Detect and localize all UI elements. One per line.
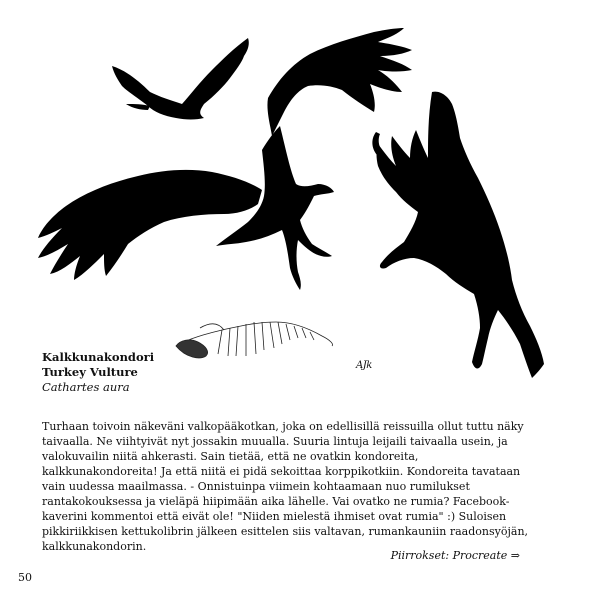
vulture-skeleton-sketch (176, 322, 333, 358)
page-number: 50 (18, 571, 32, 584)
small-flying-vulture (112, 38, 249, 120)
english-species-name: Turkey Vulture (42, 365, 138, 379)
latin-species-name: Cathartes aura (42, 380, 130, 394)
drawing-credit: Piirrokset: Procreate ⇒ (390, 549, 520, 562)
body-text: Turhaan toivoin näkeväni valkopääkotkan, joka on edellisillä reissuilla ollut tuttu näky taivaalla. Ne viihtyivät nyt jossakin muualla. Suuria lintuja leijaili taivaalla usein, ja valokuvailin niitä ahkerasti. Sain tietää, että ne ovatkin kondoreita, kalkkunakondoreita! Ja että niitä ei pidä sekoittaa korppikotkiin. Kondoreita tavataan vain uudessa maailmassa. - Onnistuinpa viimein kohtaamaan nuo rumilukset rantakokouksessa ja vieläpä hiipimään aika lähelle. Vai ovatko ne rumia? Facebook-kaverini kommentoi että eivät ole! "Niiden mielestä ihmiset ovat rumia" :) Suloisen pikkiriikkisen kettukolibrin jälkeen esittelen siis valtavan, rumankauniin raadonsyöjän, kalkkunakondorin. (42, 420, 529, 553)
perched-vulture (372, 92, 544, 378)
species-caption (42, 350, 154, 395)
artist-signature: AJk (356, 360, 372, 371)
finnish-species-name: Kalkkunakondori (42, 350, 155, 364)
